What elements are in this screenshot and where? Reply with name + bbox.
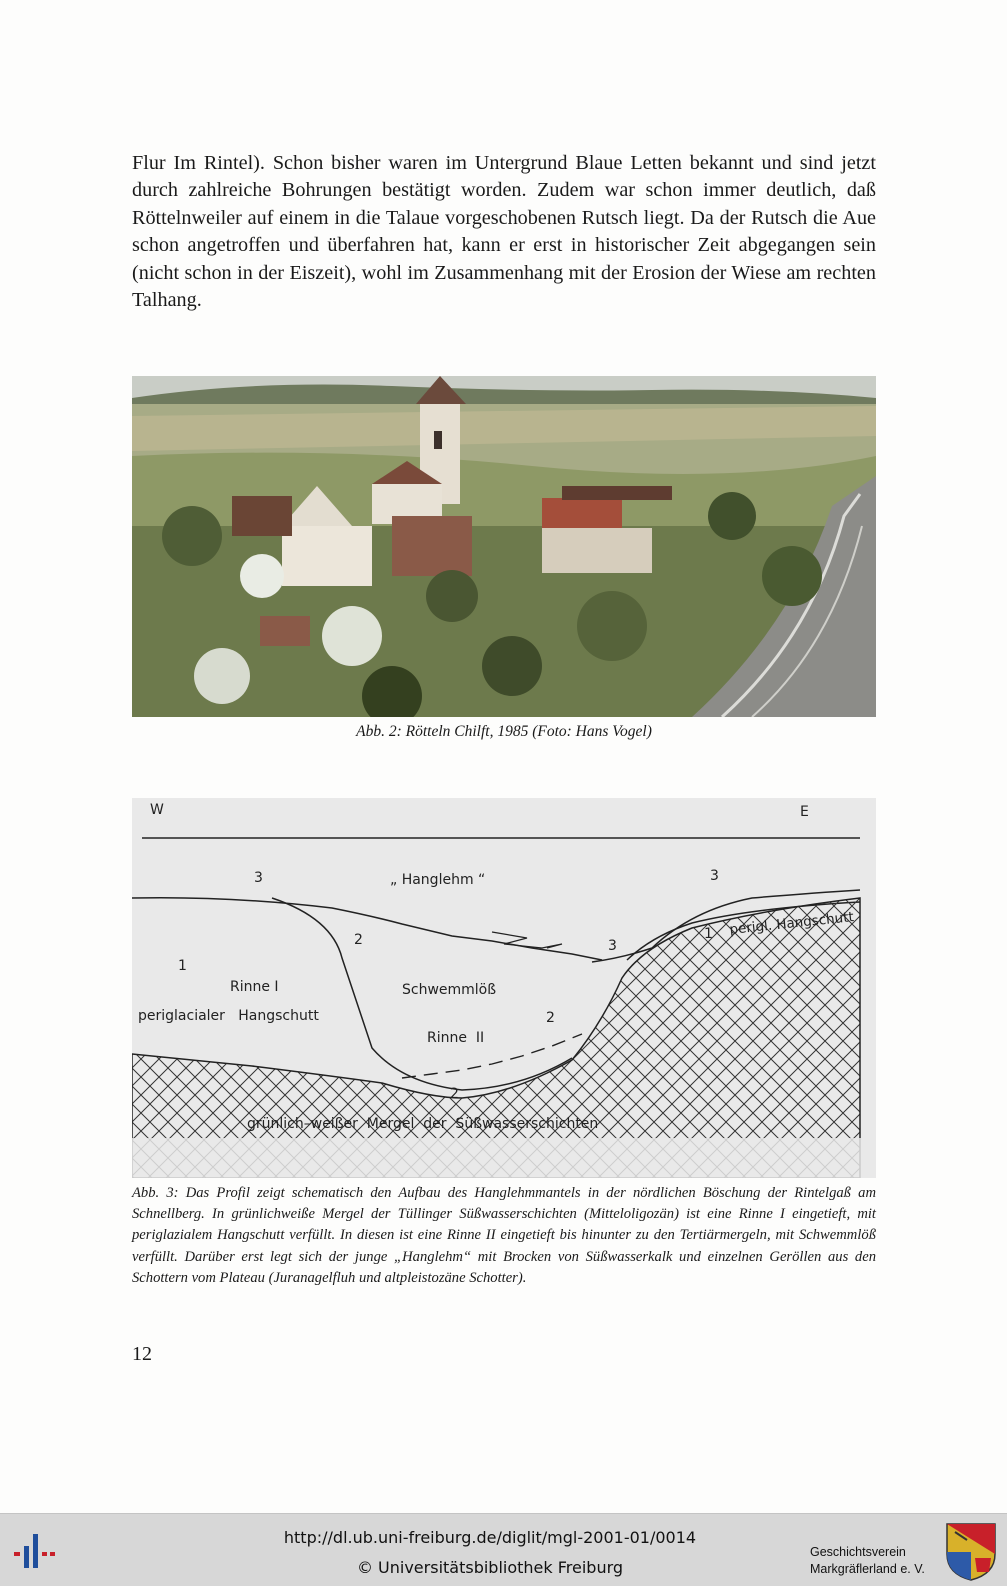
village-photo <box>132 376 876 717</box>
label-schwemmloess: Schwemmlöß <box>402 982 497 998</box>
footer-url[interactable]: http://dl.ub.uni-freiburg.de/diglit/mgl-2001-01/0014 <box>283 1528 697 1547</box>
label-mergel: grünlich–weißer Mergel der Süßwasserschichten <box>247 1116 599 1132</box>
org-line-1: Geschichtsverein <box>810 1545 906 1559</box>
figure-3-caption: Abb. 3: Das Profil zeigt schematisch den Aufbau des Hanglehmmantels in der nördlichen Böschung der Rintelgaß am Schnellberg. In grünlichweiße Mergel der Tüllinger Süßwasserschichten (Mitteloligozän) ist eine Rinne I eingetieft, mit periglazialem Hangschutt verfüllt. In diesen ist eine Rinne II eingetieft bis hinunter zu den Tertiärmergeln, mit Schwemmlöß verfüllt. Darüber erst legt sich der junge „Hanglehm“ mit Brocken von Süßwasserkalk und einzelnen Geröllen aus den Schottern vom Plateau (Juranagelfluh und altpleistozäne Schotter). <box>132 1185 876 1286</box>
label-layer2-mid: 2 <box>546 1010 555 1026</box>
label-periglacialer-hangschutt: periglacialer Hangschutt <box>138 1008 319 1024</box>
footer-copyright: © Universitätsbibliothek Freiburg <box>356 1558 624 1577</box>
label-rinne-2: Rinne II <box>427 1030 485 1046</box>
label-layer3-mid: 3 <box>608 938 617 954</box>
label-hanglehm: „ Hanglehm “ <box>390 872 486 888</box>
label-layer3-right: 3 <box>710 868 719 884</box>
label-layer2-bottom: 2 <box>450 1086 459 1102</box>
library-logo-icon <box>14 1532 62 1577</box>
label-rinne-1: Rinne I <box>230 979 279 995</box>
org-line-2: Markgräflerland e. V. <box>810 1562 925 1576</box>
label-layer1-right: 1 <box>704 926 713 942</box>
label-west: W <box>150 802 164 818</box>
page-number: 12 <box>132 1343 152 1365</box>
label-layer2-top: 2 <box>354 932 363 948</box>
footer-organization <box>810 1544 925 1578</box>
label-layer3-left: 3 <box>254 870 263 886</box>
figure-2-caption: Abb. 2: Rötteln Chilft, 1985 (Foto: Hans Vogel) <box>356 723 652 740</box>
geological-profile-diagram <box>132 798 876 1178</box>
body-paragraph: Flur Im Rintel). Schon bisher waren im Untergrund Blaue Letten bekannt und sind jetzt durch zahlreiche Bohrungen bestätigt worden. Zudem war schon immer deutlich, daß Röttelnweiler auf einem in die Talaue vorgeschobenen Rutsch liegt. Da der Rutsch die Aue schon angetroffen und überfahren hat, kann er erst in historischer Zeit abgegangen sein (nicht schon in der Eiszeit), wohl im Zusammenhang mit der Erosion der Wiese am rechten Talhang. <box>132 152 876 312</box>
label-layer1-left: 1 <box>178 958 187 974</box>
label-east: E <box>800 804 809 820</box>
footer-bar <box>0 1513 1007 1586</box>
label-perigl-hangschutt: perigl. Hangschutt <box>728 909 855 938</box>
coat-of-arms-icon <box>945 1522 997 1587</box>
